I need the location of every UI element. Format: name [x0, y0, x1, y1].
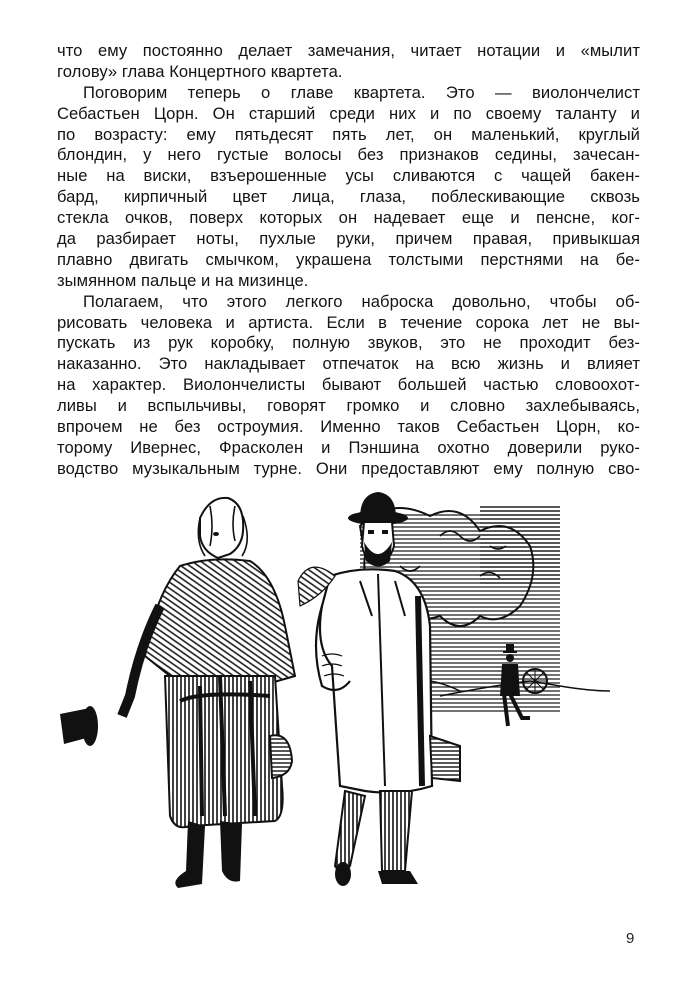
body-text — [57, 41, 640, 480]
text-line: Себастьен Цорн. Он старший среди них и по своему таланту и — [57, 103, 640, 123]
text-line: ливы и вспыльчивы, говорят громко и словно захлебываясь, — [57, 396, 640, 416]
text-line: впрочем не без остроумия. Именно таков Себастьен Цорн, ко- — [57, 417, 640, 437]
text-line: по возрасту: ему пятьдесят пять лет, он маленький, круглый — [57, 124, 640, 144]
text-line: пускать из рук коробку, полную звуков, это не проходит без- — [57, 333, 640, 353]
text-line: наказанно. Это накладывает отпечаток на всю жизнь и влияет — [57, 354, 640, 374]
text-line: да разбирает ноты, пухлые руки, причем правая, привыкшая — [57, 229, 640, 249]
text-line: бард, кирпичный цвет лица, глаза, поблескивающие сквозь — [57, 187, 640, 207]
text-line: плавно двигать смычком, украшена толстыми перстнями на бе- — [57, 249, 640, 269]
text-line: что ему постоянно делает замечания, читает нотации и «мылит — [57, 41, 640, 60]
top-hat — [60, 706, 98, 746]
text-line: Полагаем, что этого легкого наброска довольно, чтобы об- — [83, 291, 640, 311]
illustration — [60, 486, 650, 916]
text-line: голову» глава Концертного квартета. — [57, 61, 343, 81]
text-line: стекла очков, поверх которых он надевает еще и пенсне, ког- — [57, 208, 640, 228]
text-line: ные на виски, взъерошенные усы сливаются с чащей бакен- — [57, 166, 640, 186]
text-line: на характер. Виолончелисты бывают большей частью словоохот- — [57, 375, 640, 395]
text-line: Поговорим теперь о главе квартета. Это — виолончелист — [83, 82, 640, 102]
page-number: 9 — [626, 930, 635, 947]
text-line: водство музыкальным турне. Они предоставляют ему полную сво- — [57, 458, 640, 478]
text-line: блондин, у него густые волосы без признаков седины, зачесан- — [57, 145, 640, 165]
figure-young-man — [60, 498, 295, 888]
text-line: торому Ивернес, Фрасколен и Пэншина охотно доверили руко- — [57, 437, 640, 457]
text-line: зымянном пальце и на мизинце. — [57, 270, 309, 290]
text-line: рисовать человека и артиста. Если в течение сорока лет не вы- — [57, 312, 640, 332]
